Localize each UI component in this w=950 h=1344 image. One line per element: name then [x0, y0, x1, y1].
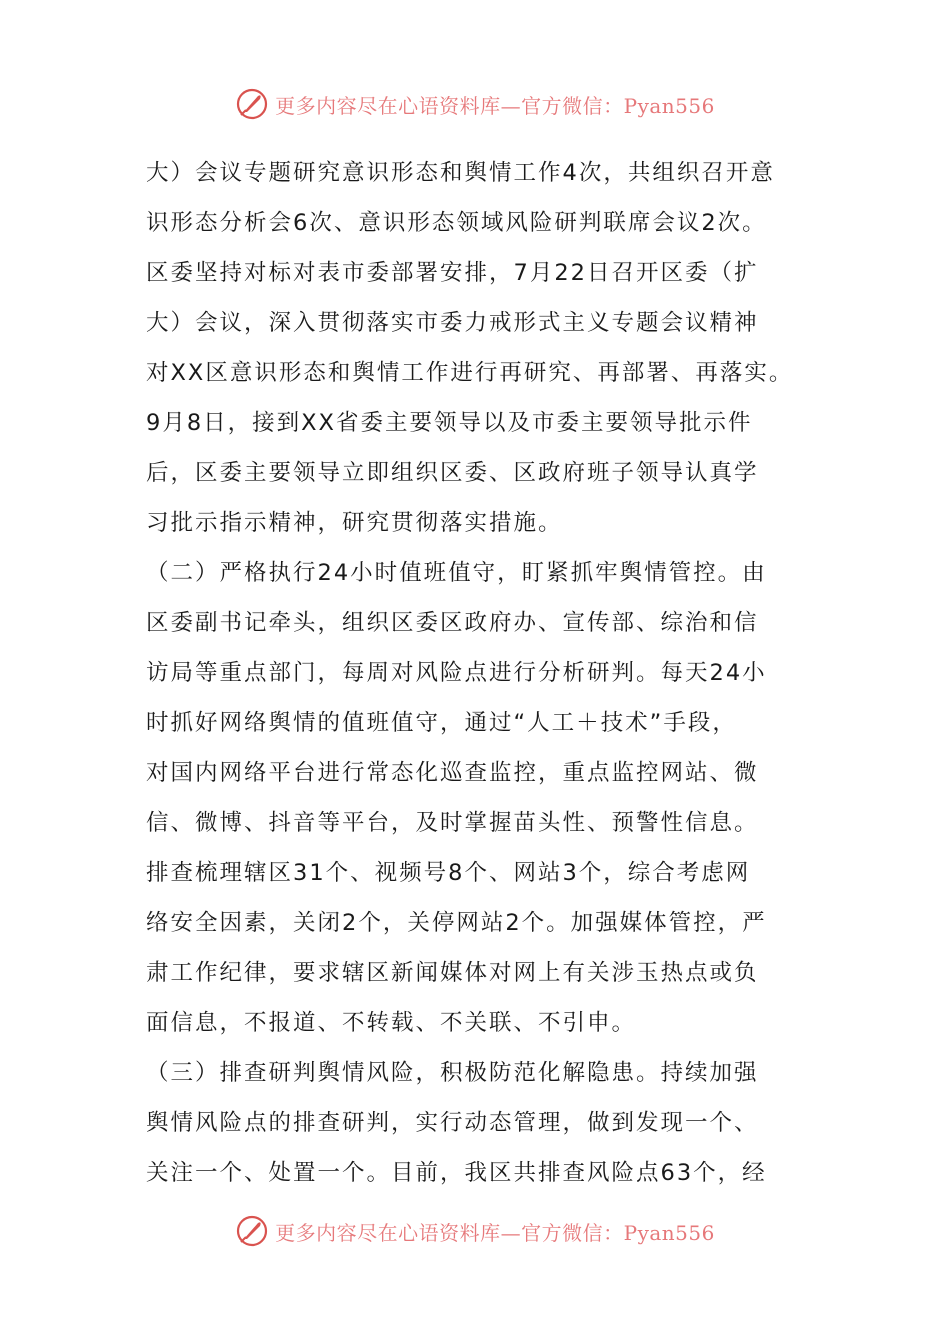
body-line: 大）会议专题研究意识形态和舆情工作4次，共组织召开意 [146, 160, 775, 186]
body-line: 时抓好网络舆情的值班值守，通过“人工＋技术”手段， [146, 710, 737, 736]
body-line: 舆情风险点的排查研判，实行动态管理，做到发现一个、 [146, 1110, 759, 1136]
body-line: 关注一个、处置一个。目前，我区共排查风险点63个，经 [146, 1160, 767, 1186]
section-heading-2: （二）严格执行24小时值班值守，盯紧抓牢舆情管控。由 [146, 560, 767, 586]
section-heading-3: （三）排查研判舆情风险，积极防范化解隐患。持续加强 [146, 1060, 759, 1086]
body-line: 9月8日，接到XX省委主要领导以及市委主要领导批示件 [146, 410, 753, 436]
footer-banner [0, 1211, 950, 1251]
body-line: 习批示指示精神，研究贯彻落实措施。 [146, 510, 563, 536]
body-line: 区委副书记牵头，组织区委区政府办、宣传部、综治和信 [146, 610, 759, 636]
body-line: 络安全因素，关闭2个，关停网站2个。加强媒体管控，严 [146, 910, 767, 936]
header-banner-text: 更多内容尽在心语资料库—官方微信：Pyan556 [275, 93, 715, 118]
body-line: 信、微博、抖音等平台，及时掌握苗头性、预警性信息。 [146, 810, 759, 836]
quill-logo-icon [235, 87, 269, 121]
body-line: 区委坚持对标对表市委部署安排，7月22日召开区委（扩 [146, 260, 759, 286]
body-line: 排查梳理辖区31个、视频号8个、网站3个，综合考虑网 [146, 860, 751, 886]
body-line: 对XX区意识形态和舆情工作进行再研究、再部署、再落实。 [146, 360, 794, 386]
body-line: 访局等重点部门，每周对风险点进行分析研判。每天24小 [146, 660, 767, 686]
body-line: 识形态分析会6次、意识形态领域风险研判联席会议2次。 [146, 210, 767, 236]
body-line: 对国内网络平台进行常态化巡查监控，重点监控网站、微 [146, 760, 759, 786]
body-line: 后，区委主要领导立即组织区委、区政府班子领导认真学 [146, 460, 759, 486]
footer-banner-text: 更多内容尽在心语资料库—官方微信：Pyan556 [275, 1220, 715, 1245]
document-body [146, 148, 814, 1198]
quill-logo-icon [235, 1214, 269, 1248]
body-line: 大）会议，深入贯彻落实市委力戒形式主义专题会议精神 [146, 310, 759, 336]
body-line: 肃工作纪律，要求辖区新闻媒体对网上有关涉玉热点或负 [146, 960, 759, 986]
body-line: 面信息，不报道、不转载、不关联、不引申。 [146, 1010, 637, 1036]
header-banner [0, 84, 950, 124]
